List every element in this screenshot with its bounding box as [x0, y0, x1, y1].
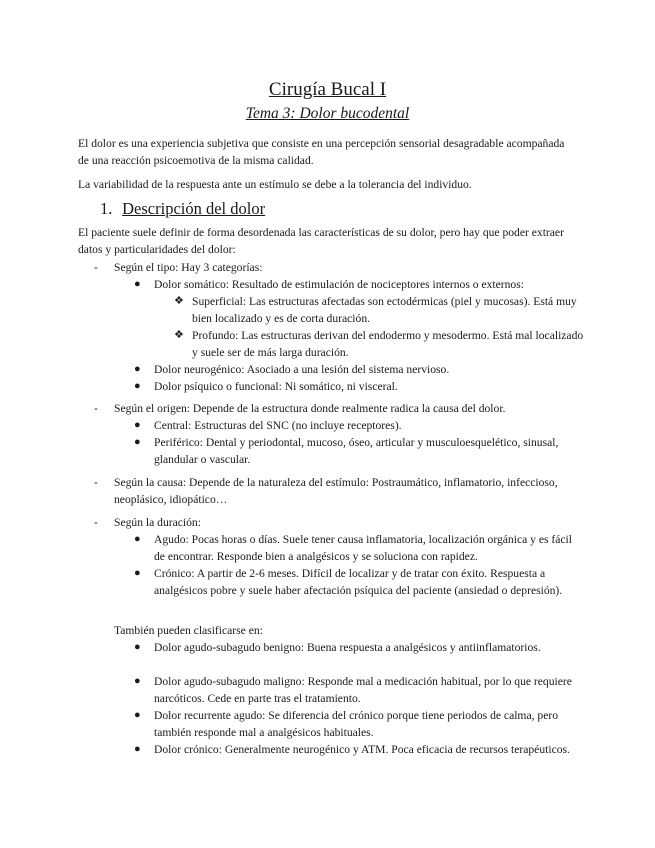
bullet-icon: ● [134, 278, 141, 290]
diamond-bullet-icon: ❖ [174, 295, 184, 307]
intro-paragraph-2: La variabilidad de la respuesta ante un estímulo se debe a la tolerancia del individuo. [78, 178, 472, 191]
section-title: Descripción del dolor [122, 199, 266, 218]
list-item-cronico-alt: Dolor crónico: Generalmente neurogénico y ATM. Poca eficacia de recursos terapéuticos. [154, 743, 570, 756]
list-item-benigno: Dolor agudo-subagudo benigno: Buena respuesta a analgésicos y antiinflamatorios. [154, 641, 541, 654]
diamond-bullet-icon: ❖ [174, 329, 184, 341]
list-item-duracion: Según la duración: [114, 516, 201, 529]
list-item-periferico: Periférico: Dental y periodontal, mucoso, óseo, articular y musculoesquelético, sinusal, glandular o vascular. [154, 436, 559, 466]
bullet-icon: ● [134, 533, 141, 545]
bullet-icon: ● [134, 419, 141, 431]
list-item-superficial: Superficial: Las estructuras afectadas son ectodérmicas (piel y mucosas). Está muy bien localizado y es de corta duración. [192, 295, 577, 325]
section-number: 1. [100, 199, 113, 218]
list-item-origen: Según el origen: Depende de la estructura donde realmente radica la causa del dolor. [114, 402, 506, 415]
list-item-recurrente: Dolor recurrente agudo: Se diferencia del crónico porque tiene periodos de calma, pero también responde mal a analgésicos habituales. [154, 709, 558, 739]
list-item-somatico: Dolor somático: Resultado de estimulación de nociceptores internos o externos: [154, 278, 524, 291]
bullet-icon: ● [134, 363, 141, 375]
dash-marker: - [94, 516, 98, 529]
list-item-tipo: Según el tipo: Hay 3 categorías: [114, 261, 263, 274]
bullet-icon: ● [134, 675, 141, 687]
list-item-causa: Según la causa: Depende de la naturaleza del estímulo: Postraumático, inflamatorio, infeccioso, neoplásico, idiopático… [114, 476, 558, 506]
document-title: Cirugía Bucal I [268, 79, 387, 100]
document-subtitle: Tema 3: Dolor bucodental [245, 105, 410, 122]
bullet-icon: ● [134, 436, 141, 448]
list-item-agudo: Agudo: Pocas horas o días. Suele tener causa inflamatoria, localización orgánica y es fácil de encontrar. Responde bien a analgésicos y se soluciona con rapidez. [154, 533, 572, 563]
dash-marker: - [94, 261, 98, 274]
bullet-icon: ● [134, 380, 141, 392]
list-item-cronico: Crónico: A partir de 2-6 meses. Difícil de localizar y de tratar con éxito. Respuesta a analgésicos pobre y suele haber afectación psíquica del paciente (ansiedad o depresión). [154, 567, 563, 597]
bullet-icon: ● [134, 641, 141, 653]
list-item-neurogenico: Dolor neurogénico: Asociado a una lesión del sistema nervioso. [154, 363, 450, 376]
dash-marker: - [94, 402, 98, 415]
dash-marker: - [94, 476, 98, 489]
list-item-psiquico: Dolor psíquico o funcional: Ni somático, ni visceral. [154, 380, 398, 393]
also-classify-heading: También pueden clasificarse en: [114, 624, 263, 637]
list-item-profundo: Profundo: Las estructuras derivan del endodermo y mesodermo. Está mal localizado y suele ser de más larga duración. [192, 329, 584, 359]
section-heading [100, 198, 265, 220]
bullet-icon: ● [134, 709, 141, 721]
list-item-central: Central: Estructuras del SNC (no incluye receptores). [154, 419, 402, 432]
intro-paragraph-1: El dolor es una experiencia subjetiva que consiste en una percepción sensorial desagradable acompañada de una reacción psicoemotiva de la misma calidad. [78, 137, 565, 167]
bullet-icon: ● [134, 743, 141, 755]
bullet-icon: ● [134, 567, 141, 579]
list-item-maligno: Dolor agudo-subagudo maligno: Responde mal a medicación habitual, por lo que requiere narcóticos. Cede en parte tras el tratamiento. [154, 675, 572, 705]
section-paragraph: El paciente suele definir de forma desordenada las características de su dolor, pero hay que poder extraer datos y particularidades del dolor: [78, 226, 564, 256]
